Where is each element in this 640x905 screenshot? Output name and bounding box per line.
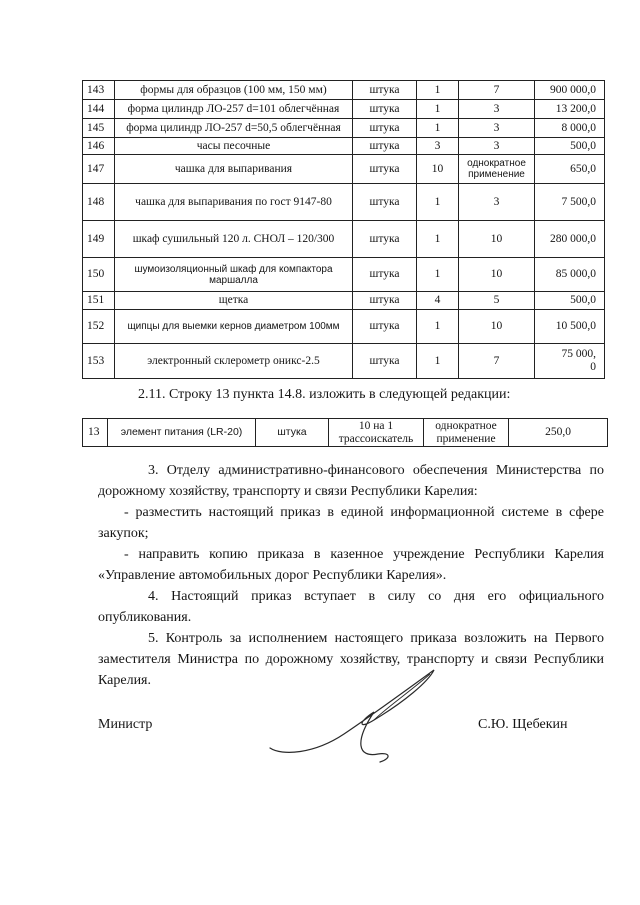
body-text [98,460,604,691]
item-quantity: 1 [417,310,459,344]
item-quantity: 1 [417,81,459,100]
item-price: 85 000,0 [535,258,605,292]
item-unit: штука [353,221,417,258]
item-unit: штука [353,292,417,310]
item-name: формы для образцов (100 мм, 150 мм) [115,81,353,100]
equipment-table [82,80,605,379]
item-quantity: 3 [417,138,459,155]
item-unit: штука [353,119,417,138]
item-price: 8 000,0 [535,119,605,138]
item-term: 10 [459,221,535,258]
item-term: 7 [459,344,535,379]
item-quantity: 4 [417,292,459,310]
item-unit: штука [353,258,417,292]
item-term: 7 [459,81,535,100]
item-unit: штука [353,184,417,221]
table-row [83,138,605,155]
item-name: часы песочные [115,138,353,155]
item-name: чашка для выпаривания [115,155,353,184]
table-row [83,100,605,119]
row-number: 149 [83,221,115,258]
item-price: 500,0 [535,138,605,155]
item-term: 3 [459,119,535,138]
table-row [83,419,608,447]
item-term: однократное применение [424,419,509,447]
item-name: шкаф сушильный 120 л. СНОЛ – 120/300 [115,221,353,258]
item-quantity: 1 [417,258,459,292]
row-number: 153 [83,344,115,379]
item-name: щетка [115,292,353,310]
row-number: 13 [83,419,108,447]
section-subtitle: 2.11. Строку 13 пункта 14.8. изложить в следующей редакции: [138,387,511,402]
item-price: 13 200,0 [535,100,605,119]
item-price: 7 500,0 [535,184,605,221]
table-row [83,81,605,100]
item-term: 5 [459,292,535,310]
item-unit: штука [353,138,417,155]
table-row [83,155,605,184]
item-unit: штука [256,419,329,447]
item-price: 280 000,0 [535,221,605,258]
item-term: однократное применение [459,155,535,184]
item-price: 650,0 [535,155,605,184]
item-quantity: 10 на 1 трассоискатель [329,419,424,447]
table-row [83,310,605,344]
item-price: 75 000, 0 [535,344,605,379]
item-price: 500,0 [535,292,605,310]
item-term: 3 [459,184,535,221]
row-number: 148 [83,184,115,221]
table-row [83,258,605,292]
item-quantity: 10 [417,155,459,184]
table-row [83,119,605,138]
item-term: 10 [459,258,535,292]
table-row [83,221,605,258]
item-name: щипцы для выемки кернов диаметром 100мм [115,310,353,344]
item-unit: штука [353,310,417,344]
replacement-table [82,418,608,447]
signature-image [262,662,438,764]
item-quantity: 1 [417,100,459,119]
item-name: форма цилиндр ЛО-257 d=101 облегчённая [115,100,353,119]
item-unit: штука [353,344,417,379]
item-name: чашка для выпаривания по гост 9147-80 [115,184,353,221]
position-title: Министр [98,717,153,732]
item-term: 3 [459,100,535,119]
row-number: 144 [83,100,115,119]
item-term: 10 [459,310,535,344]
row-number: 146 [83,138,115,155]
paragraph-3-item-1: - разместить настоящий приказ в единой информационной системе в сфере закупок; [98,505,604,541]
row-number: 147 [83,155,115,184]
item-price: 10 500,0 [535,310,605,344]
row-number: 145 [83,119,115,138]
row-number: 150 [83,258,115,292]
item-price: 900 000,0 [535,81,605,100]
row-number: 143 [83,81,115,100]
paragraph-5: 5. Контроль за исполнением настоящего приказа возложить на Первого заместителя Министра по дорожному хозяйству, транспорту и связи Республики Карелия. [98,631,604,688]
paragraph-3: 3. Отделу административно-финансового обеспечения Министерства по дорожному хозяйству, транспорту и связи Республики Карелия: [98,463,604,499]
item-name: элемент питания (LR-20) [108,419,256,447]
paragraph-3-item-2: - направить копию приказа в казенное учреждение Республики Карелия «Управление автомобильных дорог Республики Карелия». [98,547,604,583]
item-unit: штука [353,155,417,184]
table-row [83,184,605,221]
item-unit: штука [353,100,417,119]
signer-name: С.Ю. Щебекин [478,717,568,732]
table-row [83,344,605,379]
item-price: 250,0 [509,419,608,447]
item-name: электронный склерометр оникс-2.5 [115,344,353,379]
item-quantity: 1 [417,221,459,258]
item-name: шумоизоляционный шкаф для компактора маршалла [115,258,353,292]
item-quantity: 1 [417,119,459,138]
table-row [83,292,605,310]
item-unit: штука [353,81,417,100]
item-name: форма цилиндр ЛО-257 d=50,5 облегчённая [115,119,353,138]
item-term: 3 [459,138,535,155]
item-quantity: 1 [417,184,459,221]
item-quantity: 1 [417,344,459,379]
row-number: 152 [83,310,115,344]
paragraph-4: 4. Настоящий приказ вступает в силу со дня его официального опубликования. [98,589,604,625]
row-number: 151 [83,292,115,310]
